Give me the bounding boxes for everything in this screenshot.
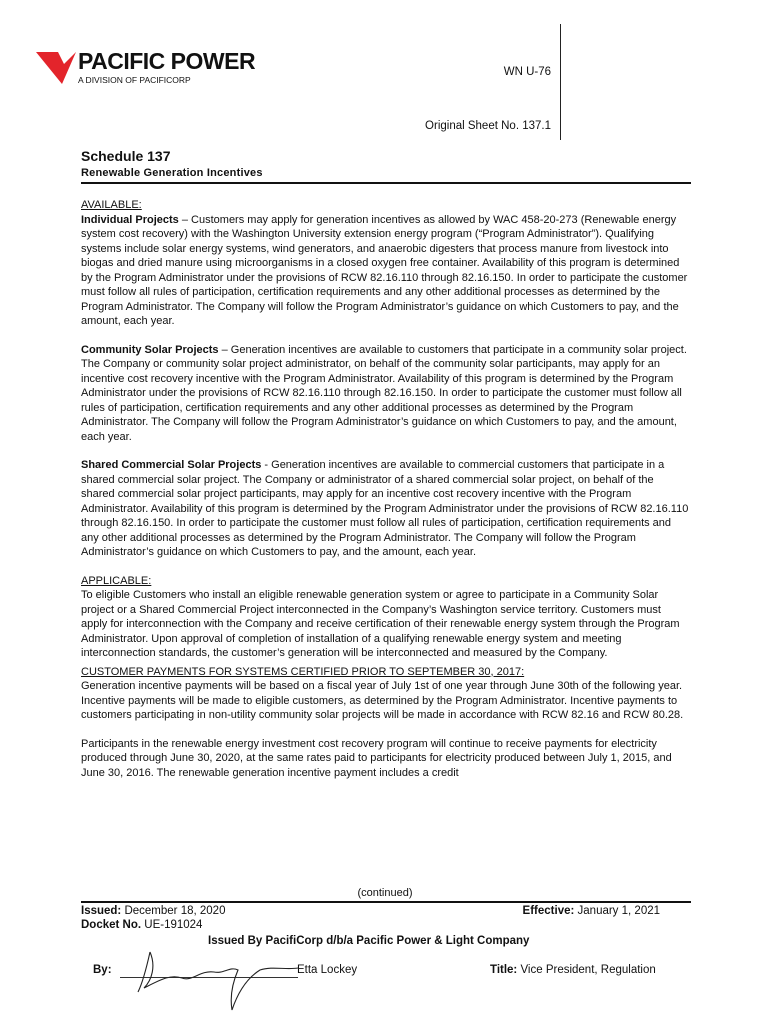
shared-commercial-label: Shared Commercial Solar Projects bbox=[81, 459, 262, 471]
title-value: Vice President, Regulation bbox=[517, 964, 656, 976]
community-solar-text: – Generation incentives are available to customers that participate in a community solar project. The Company or community solar project administrator, on behalf of the community solar participants, may apply for an incentive cost recovery incentive with the Program Administrator. Availability of this program is determined by the Program Administrator under the provisions of RCW 82.16.110 through 82.16.150. In order to participate the customer must follow all rules of participation, certification requirements and any other additional processes as determined by the Program Administrator. The Company will follow the Program Administrator’s guidance on which Customers to pay, and the amount, each year. bbox=[81, 343, 687, 443]
issued-date bbox=[81, 905, 225, 917]
signer-title bbox=[490, 964, 656, 976]
shared-commercial-text: - Generation incentives are available to commercial customers that participate in a shared commercial solar project. The Company or administrator of a shared commercial solar project, on behalf of the shared commercial solar project participants, may apply for an incentive cost recovery incentive with the Program Administrator. Availability of this program is determined by the Program Administrator under the provisions of RCW 82.16.110 through 82.16.150. In order to participate the customer must follow all rules of participation, certification requirements and any other additional processes as determined by the Program Administrator. The Company will follow the Program Administrator’s guidance on which Customers to pay, and the amount, each year. bbox=[81, 459, 689, 558]
docket-number bbox=[81, 919, 202, 931]
applicable-text: To eligible Customers who install an eligible renewable generation system or agree to participate in a Community Solar project or a Shared Commercial Project interconnected in the Company’s Washington service territory. Customers must apply for interconnection with the Company and receive certification of their renewable energy system through the Program Administrator. Upon approval of completion of installation of a qualifying renewable energy system and meeting interconnection standards, the customer’s generation will be interconnected and measured by the Company. bbox=[81, 589, 680, 659]
sheet-number: Original Sheet No. 137.1 bbox=[425, 120, 551, 132]
individual-projects-text: – Customers may apply for generation incentives as allowed by WAC 458-20-273 (Renewable energy system cost recovery) with the Washington University extension energy program (“Program Administrator”). Qualifying systems include solar energy systems, wind generators, and anaerobic digesters that process manure from livestock into biogas and dried manure using microorganisms in a closed oxygen free container. Availability of this program is determined by the Program Administrator under the provisions of RCW 82.16.110 through 82.16.150. In order to participate the customer must follow all rules of participation, certification requirements and any other additional processes as determined by the Program Administrator. The Company will follow the Program Administrator’s guidance on which Customers to pay, and the amount, each year. bbox=[81, 213, 688, 327]
title-rule bbox=[81, 182, 691, 184]
logo-wordmark: PACIFIC POWER bbox=[78, 48, 256, 74]
logo-division: A DIVISION OF PACIFICORP bbox=[78, 75, 191, 85]
issued-value: December 18, 2020 bbox=[121, 905, 226, 917]
available-heading: AVAILABLE: bbox=[81, 199, 142, 211]
community-solar-paragraph bbox=[81, 343, 689, 445]
payments-paragraph-1: Generation incentive payments will be based on a fiscal year of July 1st of one year through June 30th of the following year. Incentive payments will be made to eligible customers, as determined by the Program Administrator. Incentive payments to customers participating in non-utility community solar projects will be made in accordance with RCW 82.16 and RCW 80.28. bbox=[81, 680, 684, 721]
tariff-id: WN U-76 bbox=[503, 66, 551, 78]
individual-projects-label: Individual Projects bbox=[81, 213, 179, 226]
payments-heading: CUSTOMER PAYMENTS FOR SYSTEMS CERTIFIED PRIOR TO SEPTEMBER 30, 2017: bbox=[81, 665, 525, 678]
applicable-heading: APPLICABLE: bbox=[81, 574, 152, 587]
individual-projects-paragraph bbox=[81, 213, 689, 329]
effective-date bbox=[523, 905, 660, 917]
schedule-title: Schedule 137 bbox=[81, 148, 171, 164]
signer-name: Etta Lockey bbox=[297, 964, 358, 976]
issued-by: Issued By PacifiCorp d/b/a Pacific Power & Light Company bbox=[208, 935, 530, 947]
header-divider bbox=[560, 24, 561, 140]
issued-label: Issued: bbox=[81, 905, 122, 917]
community-solar-label: Community Solar Projects bbox=[81, 343, 219, 356]
pacific-power-logo bbox=[36, 48, 296, 92]
docket-label: Docket No. bbox=[81, 919, 142, 931]
signature-image bbox=[120, 940, 310, 1016]
payments-paragraph-2: Participants in the renewable energy investment cost recovery program will continue to receive payments for electricity produced through June 30, 2020, at the same rates paid to participants for electricity produced between July 1, 2015, and June 30, 2016. The renewable generation incentive payment includes a credit bbox=[81, 737, 672, 779]
schedule-subtitle: Renewable Generation Incentives bbox=[81, 167, 263, 179]
title-label: Title: bbox=[490, 964, 518, 976]
effective-label: Effective: bbox=[522, 905, 575, 917]
by-label: By: bbox=[93, 964, 112, 976]
shared-commercial-paragraph bbox=[81, 458, 689, 560]
tariff-body bbox=[81, 198, 689, 780]
footer-rule bbox=[81, 901, 691, 903]
docket-value: UE-191024 bbox=[141, 919, 203, 931]
continued-note: (continued) bbox=[357, 887, 413, 899]
effective-value: January 1, 2021 bbox=[574, 905, 660, 917]
